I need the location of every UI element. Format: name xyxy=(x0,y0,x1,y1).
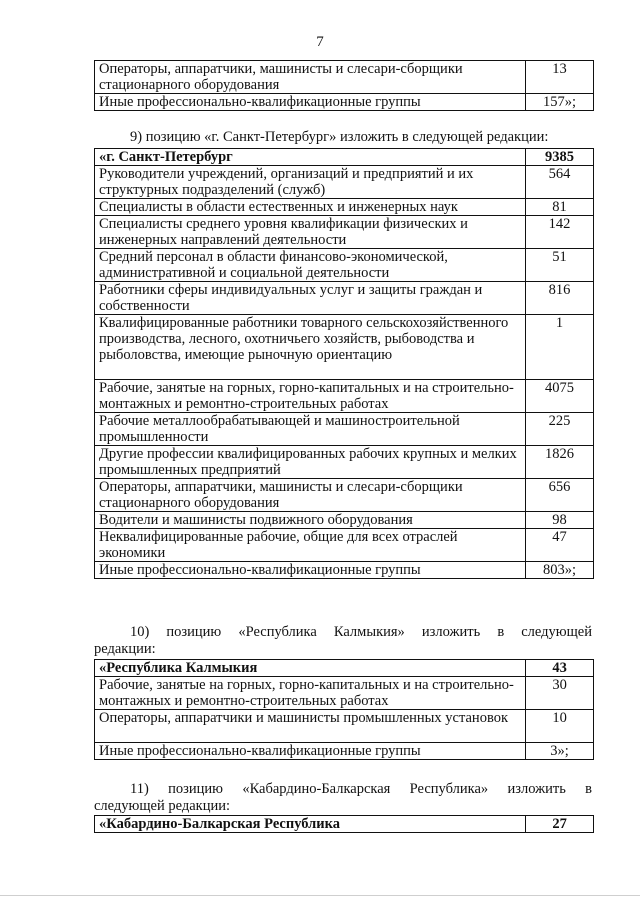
row-label: Неквалифицированные рабочие, общие для всех отраслей экономики xyxy=(95,529,526,562)
table-row xyxy=(95,512,594,529)
page-number: 7 xyxy=(316,34,324,50)
row-value: 51 xyxy=(526,249,594,282)
table-row xyxy=(95,61,594,94)
row-label: Иные профессионально-квалификационные группы xyxy=(95,562,526,579)
table-row xyxy=(95,529,594,562)
row-value: 564 xyxy=(526,166,594,199)
row-value: 1826 xyxy=(526,446,594,479)
row-label: Средний персонал в области финансово-экономической, административной и социальной деятельности xyxy=(95,249,526,282)
section-10-intro-line2: редакции: xyxy=(94,641,156,657)
region-total: 9385 xyxy=(526,149,594,166)
row-label: Квалифицированные работники товарного сельскохозяйственного производства, лесного, охотничьего хозяйств, рыбоводства и рыболовства, имеющие рыночную ориентацию xyxy=(95,315,526,380)
table-row xyxy=(95,562,594,579)
table-row xyxy=(95,710,594,743)
table-row xyxy=(95,743,594,760)
page-bottom-edge xyxy=(0,895,640,896)
row-value: 13 xyxy=(526,61,594,94)
row-label: Работники сферы индивидуальных услуг и защиты граждан и собственности xyxy=(95,282,526,315)
table-row xyxy=(95,216,594,249)
table-row xyxy=(95,315,594,380)
row-label: Операторы, аппаратчики, машинисты и слесари-сборщики стационарного оборудования xyxy=(95,479,526,512)
table-saint-petersburg xyxy=(94,148,594,579)
region-total: 27 xyxy=(526,816,594,833)
row-value: 30 xyxy=(526,677,594,710)
table-row xyxy=(95,479,594,512)
row-label: Иные профессионально-квалификационные группы xyxy=(95,94,526,111)
section-11-intro-line2: следующей редакции: xyxy=(94,798,231,814)
row-label: Иные профессионально-квалификационные группы xyxy=(95,743,526,760)
table-row xyxy=(95,282,594,315)
table-row xyxy=(95,94,594,111)
table-row xyxy=(95,677,594,710)
region-title: «Кабардино-Балкарская Республика xyxy=(95,816,526,833)
row-value: 81 xyxy=(526,199,594,216)
row-label: Специалисты среднего уровня квалификации физических и инженерных направлений деятельности xyxy=(95,216,526,249)
row-value: 4075 xyxy=(526,380,594,413)
row-value: 1 xyxy=(526,315,594,380)
table-kabardino-balkaria xyxy=(94,815,594,833)
table-row xyxy=(95,380,594,413)
row-label: Водители и машинисты подвижного оборудования xyxy=(95,512,526,529)
region-title: «Республика Калмыкия xyxy=(95,660,526,677)
table-row xyxy=(95,413,594,446)
section-11-intro-line1: 11) позицию «Кабардино-Балкарская Республика» изложить в xyxy=(130,781,592,797)
row-label: Рабочие, занятые на горных, горно-капитальных и на строительно-монтажных и ремонтно-строительных работах xyxy=(95,380,526,413)
row-label: Операторы, аппаратчики, машинисты и слесари-сборщики стационарного оборудования xyxy=(95,61,526,94)
table-header-row xyxy=(95,816,594,833)
row-value: 142 xyxy=(526,216,594,249)
table-row xyxy=(95,446,594,479)
table-row xyxy=(95,249,594,282)
row-value: 47 xyxy=(526,529,594,562)
row-value: 656 xyxy=(526,479,594,512)
region-title: «г. Санкт-Петербург xyxy=(95,149,526,166)
table-row xyxy=(95,199,594,216)
row-value: 10 xyxy=(526,710,594,743)
section-10-intro-line1: 10) позицию «Республика Калмыкия» изложить в следующей xyxy=(130,624,592,640)
row-value: 157»; xyxy=(526,94,594,111)
row-label: Другие профессии квалифицированных рабочих крупных и мелких промышленных предприятий xyxy=(95,446,526,479)
row-label: Руководители учреждений, организаций и предприятий и их структурных подразделений (служб) xyxy=(95,166,526,199)
row-value: 3»; xyxy=(526,743,594,760)
row-label: Специалисты в области естественных и инженерных наук xyxy=(95,199,526,216)
region-total: 43 xyxy=(526,660,594,677)
section-9-intro: 9) позицию «г. Санкт-Петербург» изложить в следующей редакции: xyxy=(130,129,549,145)
table-header-row xyxy=(95,149,594,166)
row-label: Операторы, аппаратчики и машинисты промышленных установок xyxy=(95,710,526,743)
row-value: 98 xyxy=(526,512,594,529)
row-value: 816 xyxy=(526,282,594,315)
table-row xyxy=(95,166,594,199)
table-header-row xyxy=(95,660,594,677)
table-kalmykia xyxy=(94,659,594,760)
table-continued xyxy=(94,60,594,111)
row-label: Рабочие, занятые на горных, горно-капитальных и на строительно-монтажных и ремонтно-строительных работах xyxy=(95,677,526,710)
row-value: 225 xyxy=(526,413,594,446)
row-value: 803»; xyxy=(526,562,594,579)
row-label: Рабочие металлообрабатывающей и машиностроительной промышленности xyxy=(95,413,526,446)
